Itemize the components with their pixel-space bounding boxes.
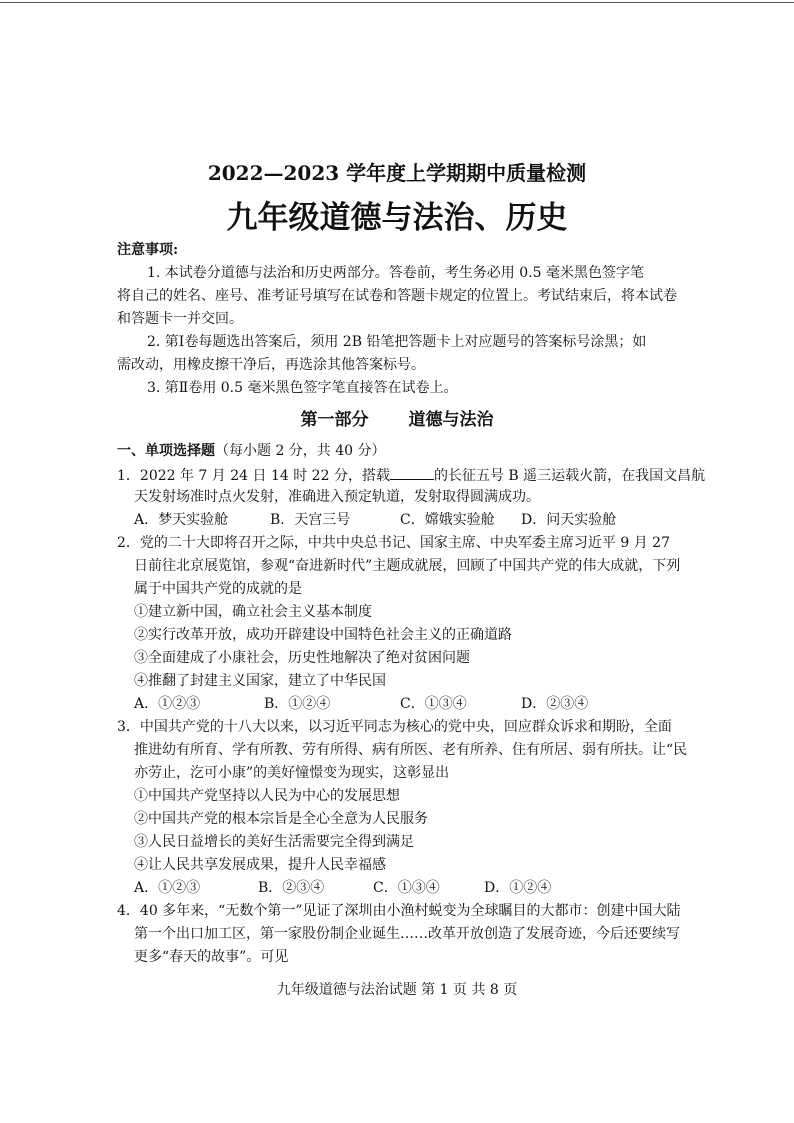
option-b: B．①②④ <box>264 696 331 712</box>
section-subject: 道德与法治 <box>408 410 494 430</box>
option-a: A．梦天实验舱 <box>134 512 229 528</box>
page-footer: 九年级道德与法治试题 第 1 页 共 8 页 <box>276 982 518 998</box>
section-title <box>0 409 794 431</box>
notice-line: 2. 第Ⅰ卷每题选出答案后，须用 2B 铅笔把答题卡上对应题号的答案标号涂黑；如 <box>147 334 647 350</box>
option-d: D．问天实验舱 <box>521 512 617 528</box>
question-item: ②实行改革开放，成功开辟建设中国特色社会主义的正确道路 <box>134 627 512 643</box>
option-c: C．①③④ <box>373 880 440 896</box>
notice-line: 3. 第Ⅱ卷用 0.5 毫米黑色签字笔直接答在试卷上。 <box>147 380 458 396</box>
question-item: ④推翻了封建主义国家，建立了中华民国 <box>134 673 386 689</box>
question-stem-line: 天发射场准时点火发射，准确进入预定轨道，发射取得圆满成功。 <box>134 489 540 505</box>
exam-subtitle: 2022—2023 学年度上学期期中质量检测 <box>207 161 587 185</box>
option-b: B．天宫三号 <box>270 512 351 528</box>
notice-line: 和答题卡一并交回。 <box>117 311 243 327</box>
section-part: 第一部分 <box>300 410 369 430</box>
option-b: B．②③④ <box>258 880 325 896</box>
option-a: A．①②③ <box>134 880 201 896</box>
option-a: A．①②③ <box>134 696 201 712</box>
answer-blank <box>390 465 434 480</box>
question-group-label: 一、单项选择题 <box>117 443 215 459</box>
question-item: ②中国共产党的根本宗旨是全心全意为人民服务 <box>134 811 428 827</box>
exam-title: 九年级道德与法治、历史 <box>226 200 568 236</box>
question-item: ①中国共产党坚持以人民为中心的发展思想 <box>134 788 400 804</box>
question-stem-text: 1．2022 年 7 月 24 日 14 时 22 分，搭载 <box>117 468 390 484</box>
question-3-stem-line: 亦劳止，汔可小康”的美好憧憬变为现实，这彰显出 <box>134 765 450 781</box>
question-3-stem-line: 3．中国共产党的十八大以来，以习近平同志为核心的党中央，回应群众诉求和期盼，全面 <box>117 719 672 735</box>
notice-heading: 注意事项: <box>117 242 179 258</box>
question-1-stem <box>117 465 705 485</box>
question-item: ③人民日益增长的美好生活需要完全得到满足 <box>134 834 414 850</box>
option-c: C．①③④ <box>400 696 467 712</box>
question-2-stem-line: 属于中国共产党的成就的是 <box>134 581 302 597</box>
option-d: D．②③④ <box>521 696 589 712</box>
question-4-stem-line: 4．40 多年来，“无数个第一”见证了深圳由小渔村蜕变为全球瞩目的大都市：创建中国大陆 <box>117 903 681 919</box>
question-group-heading <box>117 442 386 460</box>
question-stem-text: 的长征五号 B 遥三运载火箭，在我国文昌航 <box>433 468 706 484</box>
notice-line: 将自己的姓名、座号、准考证号填写在试卷和答题卡规定的位置上。考试结束后，将本试卷 <box>117 288 677 304</box>
question-2-stem-line: 2．党的二十大即将召开之际，中共中央总书记、国家主席、中央军委主席习近平 9 月 27 <box>117 535 670 551</box>
question-item: ③全面建成了小康社会，历史性地解决了绝对贫困问题 <box>134 650 470 666</box>
question-2-stem-line: 日前往北京展览馆，参观“奋进新时代”主题成就展，回顾了中国共产党的伟大成就，下列 <box>134 558 681 574</box>
question-4-stem-line: 更多“春天的故事”。可见 <box>134 949 289 965</box>
notice-line: 需改动，用橡皮擦干净后，再选涂其他答案标号。 <box>117 357 425 373</box>
question-group-note: （每小题 2 分，共 40 分） <box>215 443 386 459</box>
option-c: C．嫦娥实验舱 <box>400 512 495 528</box>
question-item: ④让人民共享发展成果，提升人民幸福感 <box>134 857 386 873</box>
question-item: ①建立新中国，确立社会主义基本制度 <box>134 604 372 620</box>
option-d: D．①②④ <box>484 880 552 896</box>
question-4-stem-line: 第一个出口加工区，第一家股份制企业诞生……改革开放创造了发展奇迹，今后还要续写 <box>134 926 680 942</box>
question-3-stem-line: 推进幼有所育、学有所教、劳有所得、病有所医、老有所养、住有所居、弱有所扶。让“民 <box>134 742 688 758</box>
notice-line: 1. 本试卷分道德与法治和历史两部分。答卷前，考生务必用 0.5 毫米黑色签字笔 <box>147 265 644 281</box>
